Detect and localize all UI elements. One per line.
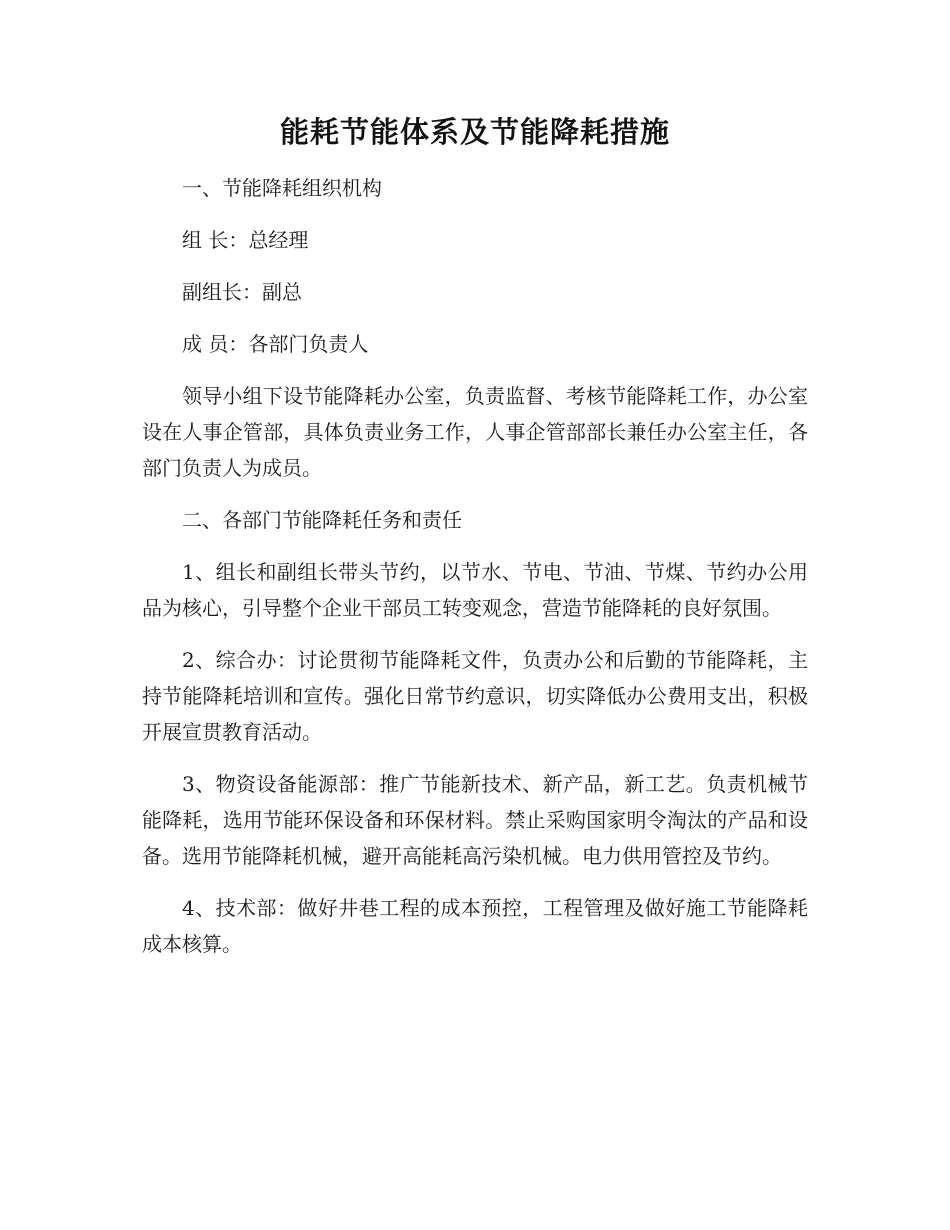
- item-3-paragraph: 3、物资设备能源部：推广节能新技术、新产品，新工艺。负责机械节能降耗，选用节能环保设备和环保材料。禁止采购国家明令淘汰的产品和设备。选用节能降耗机械，避开高能耗高污染机械。电力供用管控及节约。: [142, 772, 808, 868]
- members-line: 成 员：各部门负责人: [182, 332, 369, 356]
- deputy-leader-line: 副组长：副总: [182, 280, 302, 304]
- document-title: 能耗节能体系及节能降耗措施: [279, 115, 670, 149]
- item-1-paragraph: 1、组长和副组长带头节约，以节水、节电、节油、节煤、节约办公用品为核心，引导整个企业干部员工转变观念，营造节能降耗的良好氛围。: [142, 560, 808, 620]
- item-4-paragraph: 4、技术部：做好井巷工程的成本预控，工程管理及做好施工节能降耗成本核算。: [142, 896, 808, 956]
- team-leader-line: 组 长：总经理: [182, 228, 309, 252]
- section-heading-responsibilities: 二、各部门节能降耗任务和责任: [182, 508, 462, 532]
- item-2-paragraph: 2、综合办：讨论贯彻节能降耗文件，负责办公和后勤的节能降耗，主持节能降耗培训和宣传。强化日常节约意识，切实降低办公费用支出，积极开展宣贯教育活动。: [142, 648, 808, 744]
- section-heading-organization: 一、节能降耗组织机构: [182, 176, 382, 200]
- office-paragraph: 领导小组下设节能降耗办公室，负责监督、考核节能降耗工作，办公室设在人事企管部，具体负责业务工作，人事企管部部长兼任办公室主任，各部门负责人为成员。: [142, 384, 808, 480]
